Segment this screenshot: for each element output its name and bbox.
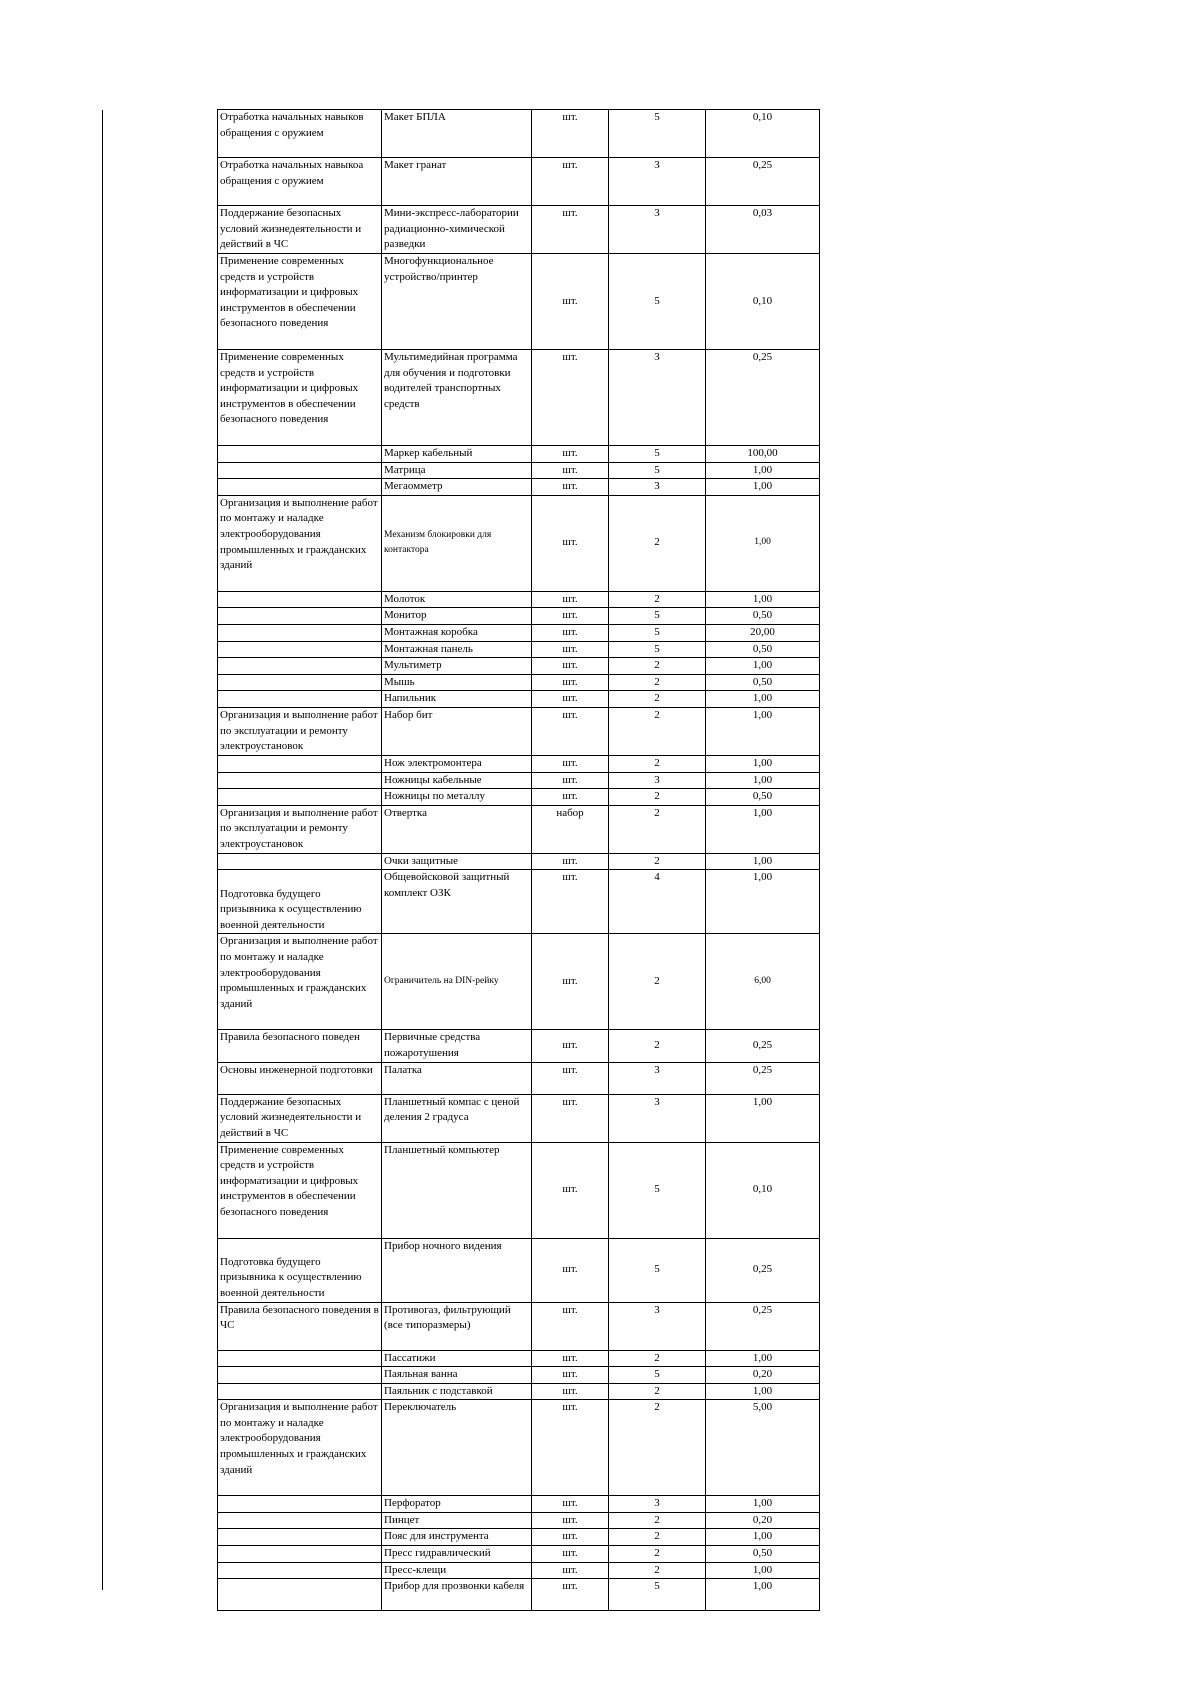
item-name-cell: Мультимедийная программа для обучения и подготовки водителей транспортных средств <box>382 350 532 446</box>
purpose-cell: Поддержание безопасных условий жизнедеятельности и действий в ЧС <box>218 206 382 254</box>
table-row <box>218 674 820 691</box>
value-cell: 0,50 <box>706 1546 820 1563</box>
value-cell: 0,50 <box>706 608 820 625</box>
item-name-cell: Пояс для инструмента <box>382 1529 532 1546</box>
quantity-cell: 3 <box>609 206 706 254</box>
purpose-cell <box>218 755 382 772</box>
table-row <box>218 772 820 789</box>
purpose-cell: Правила безопасного поведения в ЧС <box>218 1302 382 1350</box>
quantity-cell: 2 <box>609 755 706 772</box>
table-row <box>218 591 820 608</box>
purpose-cell <box>218 1383 382 1400</box>
purpose-cell <box>218 446 382 463</box>
value-cell: 0,20 <box>706 1367 820 1384</box>
unit-cell: шт. <box>532 1562 609 1579</box>
purpose-cell <box>218 608 382 625</box>
unit-cell: шт. <box>532 1094 609 1142</box>
table-row <box>218 1094 820 1142</box>
value-cell: 1,00 <box>706 805 820 853</box>
table-row <box>218 1400 820 1496</box>
quantity-cell: 2 <box>609 1400 706 1496</box>
unit-cell: шт. <box>532 658 609 675</box>
unit-cell: шт. <box>532 1062 609 1094</box>
quantity-cell: 4 <box>609 870 706 934</box>
purpose-cell <box>218 1367 382 1384</box>
purpose-cell: Применение современных средств и устройств информатизации и цифровых инструментов в обеспечении безопасного поведения <box>218 350 382 446</box>
item-name-cell: Мультиметр <box>382 658 532 675</box>
purpose-cell <box>218 624 382 641</box>
purpose-cell: Подготовка будущего призывника к осуществлению военной деятельности <box>218 870 382 934</box>
table-row <box>218 1030 820 1062</box>
table-row <box>218 658 820 675</box>
value-cell: 1,00 <box>706 1094 820 1142</box>
purpose-cell <box>218 1496 382 1513</box>
purpose-cell <box>218 1562 382 1579</box>
table-row <box>218 641 820 658</box>
value-cell: 0,50 <box>706 789 820 806</box>
unit-cell: набор <box>532 805 609 853</box>
quantity-cell: 2 <box>609 495 706 591</box>
table-row <box>218 1062 820 1094</box>
quantity-cell: 3 <box>609 1496 706 1513</box>
purpose-cell: Правила безопасного поведен <box>218 1030 382 1062</box>
table-row <box>218 870 820 934</box>
unit-cell: шт. <box>532 1400 609 1496</box>
item-name-cell: Палатка <box>382 1062 532 1094</box>
unit-cell: шт. <box>532 608 609 625</box>
item-name-cell: Макет БПЛА <box>382 110 532 158</box>
item-name-cell: Макет гранат <box>382 158 532 206</box>
unit-cell: шт. <box>532 1546 609 1563</box>
table-row <box>218 853 820 870</box>
unit-cell: шт. <box>532 755 609 772</box>
unit-cell: шт. <box>532 1030 609 1062</box>
table-row <box>218 707 820 755</box>
purpose-cell: Поддержание безопасных условий жизнедеятельности и действий в ЧС <box>218 1094 382 1142</box>
unit-cell: шт. <box>532 1367 609 1384</box>
value-cell: 1,00 <box>706 1529 820 1546</box>
item-name-cell: Молоток <box>382 591 532 608</box>
unit-cell: шт. <box>532 641 609 658</box>
value-cell: 1,00 <box>706 1350 820 1367</box>
table-row <box>218 1383 820 1400</box>
value-cell: 1,00 <box>706 658 820 675</box>
table-row <box>218 158 820 206</box>
unit-cell: шт. <box>532 1529 609 1546</box>
purpose-cell <box>218 691 382 708</box>
item-name-cell: Многофункциональное устройство/принтер <box>382 254 532 350</box>
purpose-cell: Основы инженерной подготовки <box>218 1062 382 1094</box>
item-name-cell: Пресс гидравлический <box>382 1546 532 1563</box>
table-row <box>218 789 820 806</box>
item-name-cell: Переключатель <box>382 1400 532 1496</box>
unit-cell: шт. <box>532 1142 609 1238</box>
item-name-cell: Набор бит <box>382 707 532 755</box>
item-name-cell: Отвертка <box>382 805 532 853</box>
table-row <box>218 206 820 254</box>
unit-cell: шт. <box>532 350 609 446</box>
unit-cell: шт. <box>532 479 609 496</box>
quantity-cell: 2 <box>609 674 706 691</box>
value-cell: 1,00 <box>706 870 820 934</box>
unit-cell: шт. <box>532 691 609 708</box>
item-name-cell: Паяльная ванна <box>382 1367 532 1384</box>
purpose-cell <box>218 1529 382 1546</box>
quantity-cell: 5 <box>609 1142 706 1238</box>
quantity-cell: 2 <box>609 1030 706 1062</box>
quantity-cell: 2 <box>609 1562 706 1579</box>
unit-cell: шт. <box>532 254 609 350</box>
equipment-table <box>217 109 820 1611</box>
quantity-cell: 3 <box>609 479 706 496</box>
value-cell: 0,50 <box>706 674 820 691</box>
unit-cell: шт. <box>532 1496 609 1513</box>
item-name-cell: Первичные средства пожаротушения <box>382 1030 532 1062</box>
unit-cell: шт. <box>532 462 609 479</box>
item-name-cell: Пассатижи <box>382 1350 532 1367</box>
item-name-cell: Ножницы по металлу <box>382 789 532 806</box>
unit-cell: шт. <box>532 934 609 1030</box>
unit-cell: шт. <box>532 110 609 158</box>
value-cell: 1,00 <box>706 1383 820 1400</box>
quantity-cell: 3 <box>609 1302 706 1350</box>
item-name-cell: Планшетный компьютер <box>382 1142 532 1238</box>
quantity-cell: 3 <box>609 1094 706 1142</box>
item-name-cell: Очки защитные <box>382 853 532 870</box>
value-cell: 1,00 <box>706 495 820 591</box>
value-cell: 0,03 <box>706 206 820 254</box>
item-name-cell: Нож электромонтера <box>382 755 532 772</box>
item-name-cell: Пресс-клещи <box>382 1562 532 1579</box>
purpose-cell <box>218 479 382 496</box>
value-cell: 0,50 <box>706 641 820 658</box>
quantity-cell: 2 <box>609 1529 706 1546</box>
purpose-cell <box>218 462 382 479</box>
purpose-cell: Организация и выполнение работ по эксплуатации и ремонту электроустановок <box>218 707 382 755</box>
quantity-cell: 3 <box>609 158 706 206</box>
quantity-cell: 2 <box>609 853 706 870</box>
purpose-cell <box>218 591 382 608</box>
table-row <box>218 934 820 1030</box>
unit-cell: шт. <box>532 591 609 608</box>
unit-cell: шт. <box>532 495 609 591</box>
item-name-cell: Монтажная панель <box>382 641 532 658</box>
table-row <box>218 805 820 853</box>
table-row <box>218 608 820 625</box>
table-row <box>218 462 820 479</box>
quantity-cell: 5 <box>609 641 706 658</box>
table-row <box>218 1546 820 1563</box>
item-name-cell: Мышь <box>382 674 532 691</box>
quantity-cell: 5 <box>609 446 706 463</box>
unit-cell: шт. <box>532 674 609 691</box>
table-row <box>218 254 820 350</box>
purpose-cell: Организация и выполнение работ по монтажу и наладке электрооборудования промышленных и гражданских зданий <box>218 934 382 1030</box>
table-row <box>218 691 820 708</box>
quantity-cell: 2 <box>609 789 706 806</box>
quantity-cell: 5 <box>609 1579 706 1611</box>
table-row <box>218 479 820 496</box>
table-row <box>218 624 820 641</box>
unit-cell: шт. <box>532 1512 609 1529</box>
purpose-cell: Отработка начальных навыков обращения с оружием <box>218 110 382 158</box>
item-name-cell: Ножницы кабельные <box>382 772 532 789</box>
value-cell: 1,00 <box>706 691 820 708</box>
value-cell: 1,00 <box>706 772 820 789</box>
item-name-cell: Пинцет <box>382 1512 532 1529</box>
purpose-cell <box>218 674 382 691</box>
table-row <box>218 1302 820 1350</box>
unit-cell: шт. <box>532 1238 609 1302</box>
value-cell: 5,00 <box>706 1400 820 1496</box>
value-cell: 20,00 <box>706 624 820 641</box>
item-name-cell: Паяльник с подставкой <box>382 1383 532 1400</box>
quantity-cell: 5 <box>609 110 706 158</box>
value-cell: 1,00 <box>706 1579 820 1611</box>
item-name-cell: Матрица <box>382 462 532 479</box>
left-margin-rule <box>102 110 103 1590</box>
value-cell: 0,10 <box>706 254 820 350</box>
value-cell: 1,00 <box>706 1496 820 1513</box>
quantity-cell: 3 <box>609 772 706 789</box>
purpose-cell: Отработка начальных навыкоа обращения с оружием <box>218 158 382 206</box>
purpose-cell <box>218 789 382 806</box>
item-name-cell: Противогаз, фильтрующий (все типоразмеры) <box>382 1302 532 1350</box>
quantity-cell: 2 <box>609 934 706 1030</box>
item-name-cell: Планшетный компас с ценой деления 2 градуса <box>382 1094 532 1142</box>
purpose-cell <box>218 1350 382 1367</box>
value-cell: 6,00 <box>706 934 820 1030</box>
quantity-cell: 2 <box>609 691 706 708</box>
value-cell: 0,20 <box>706 1512 820 1529</box>
unit-cell: шт. <box>532 1383 609 1400</box>
unit-cell: шт. <box>532 158 609 206</box>
unit-cell: шт. <box>532 1350 609 1367</box>
item-name-cell: Ограничитель на DIN-рейку <box>382 934 532 1030</box>
unit-cell: шт. <box>532 789 609 806</box>
table-row <box>218 1579 820 1611</box>
quantity-cell: 3 <box>609 1062 706 1094</box>
item-name-cell: Прибор ночного видения <box>382 1238 532 1302</box>
quantity-cell: 2 <box>609 1383 706 1400</box>
value-cell: 0,25 <box>706 158 820 206</box>
table-row <box>218 110 820 158</box>
table-row <box>218 1142 820 1238</box>
purpose-cell: Организация и выполнение работ по монтажу и наладке электрооборудования промышленных и гражданских зданий <box>218 495 382 591</box>
table-row <box>218 446 820 463</box>
value-cell: 1,00 <box>706 707 820 755</box>
item-name-cell: Монтажная коробка <box>382 624 532 641</box>
item-name-cell: Общевойсковой защитный комплект ОЗК <box>382 870 532 934</box>
quantity-cell: 5 <box>609 1238 706 1302</box>
unit-cell: шт. <box>532 624 609 641</box>
table-row <box>218 350 820 446</box>
value-cell: 1,00 <box>706 591 820 608</box>
quantity-cell: 5 <box>609 608 706 625</box>
table-row <box>218 1562 820 1579</box>
table-row <box>218 755 820 772</box>
quantity-cell: 2 <box>609 591 706 608</box>
quantity-cell: 5 <box>609 1367 706 1384</box>
unit-cell: шт. <box>532 772 609 789</box>
purpose-cell <box>218 641 382 658</box>
item-name-cell: Напильник <box>382 691 532 708</box>
unit-cell: шт. <box>532 1579 609 1611</box>
purpose-cell: Организация и выполнение работ по монтажу и наладке электрооборудования промышленных и гражданских зданий <box>218 1400 382 1496</box>
purpose-cell: Применение современных средств и устройств информатизации и цифровых инструментов в обеспечении безопасного поведения <box>218 1142 382 1238</box>
table-row <box>218 1238 820 1302</box>
purpose-cell <box>218 1546 382 1563</box>
quantity-cell: 5 <box>609 624 706 641</box>
purpose-cell: Подготовка будущего призывника к осуществлению военной деятельности <box>218 1238 382 1302</box>
quantity-cell: 5 <box>609 254 706 350</box>
purpose-cell <box>218 1579 382 1611</box>
table-row <box>218 1496 820 1513</box>
equipment-table-body <box>218 110 820 1611</box>
unit-cell: шт. <box>532 446 609 463</box>
unit-cell: шт. <box>532 707 609 755</box>
quantity-cell: 5 <box>609 462 706 479</box>
quantity-cell: 2 <box>609 805 706 853</box>
value-cell: 1,00 <box>706 1562 820 1579</box>
value-cell: 0,25 <box>706 1302 820 1350</box>
value-cell: 1,00 <box>706 853 820 870</box>
unit-cell: шт. <box>532 853 609 870</box>
item-name-cell: Монитор <box>382 608 532 625</box>
unit-cell: шт. <box>532 1302 609 1350</box>
quantity-cell: 2 <box>609 1350 706 1367</box>
purpose-cell: Организация и выполнение работ по эксплуатации и ремонту электроустановок <box>218 805 382 853</box>
value-cell: 1,00 <box>706 755 820 772</box>
value-cell: 0,25 <box>706 1062 820 1094</box>
purpose-cell <box>218 853 382 870</box>
item-name-cell: Перфоратор <box>382 1496 532 1513</box>
table-row <box>218 1367 820 1384</box>
value-cell: 1,00 <box>706 462 820 479</box>
table-row <box>218 1350 820 1367</box>
unit-cell: шт. <box>532 870 609 934</box>
item-name-cell: Маркер кабельный <box>382 446 532 463</box>
item-name-cell: Мегаомметр <box>382 479 532 496</box>
table-row <box>218 495 820 591</box>
purpose-cell <box>218 772 382 789</box>
quantity-cell: 3 <box>609 350 706 446</box>
purpose-cell <box>218 658 382 675</box>
item-name-cell: Механизм блокировки для контактора <box>382 495 532 591</box>
item-name-cell: Мини-экспресс-лаборатории радиационно-химической разведки <box>382 206 532 254</box>
purpose-cell <box>218 1512 382 1529</box>
value-cell: 100,00 <box>706 446 820 463</box>
quantity-cell: 2 <box>609 658 706 675</box>
table-row <box>218 1529 820 1546</box>
value-cell: 0,25 <box>706 1238 820 1302</box>
purpose-cell: Применение современных средств и устройств информатизации и цифровых инструментов в обеспечении безопасного поведения <box>218 254 382 350</box>
quantity-cell: 2 <box>609 1546 706 1563</box>
value-cell: 0,25 <box>706 1030 820 1062</box>
quantity-cell: 2 <box>609 707 706 755</box>
value-cell: 0,25 <box>706 350 820 446</box>
value-cell: 0,10 <box>706 110 820 158</box>
value-cell: 1,00 <box>706 479 820 496</box>
quantity-cell: 2 <box>609 1512 706 1529</box>
table-row <box>218 1512 820 1529</box>
unit-cell: шт. <box>532 206 609 254</box>
value-cell: 0,10 <box>706 1142 820 1238</box>
item-name-cell: Прибор для прозвонки кабеля <box>382 1579 532 1611</box>
